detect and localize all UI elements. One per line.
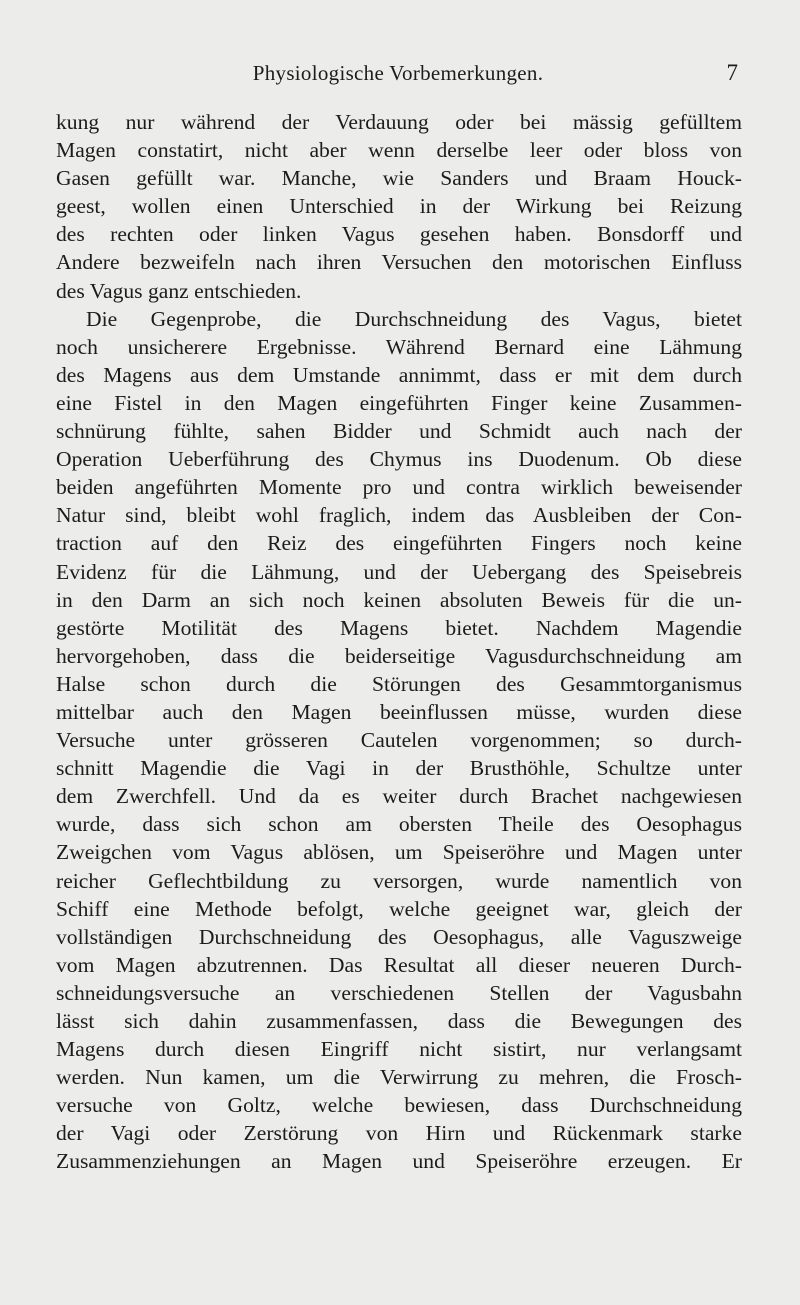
text-line: beiden angeführten Momente pro und contra wirklich beweisender (56, 475, 742, 500)
text-line: der Vagi oder Zerstörung von Hirn und Rückenmark starke (56, 1121, 742, 1146)
text-line: vollständigen Durchschneidung des Oesophagus, alle Vaguszweige (56, 924, 742, 949)
text-line: Andere bezweifeln nach ihren Versuchen den motorischen Einfluss (56, 250, 742, 275)
text-line: versuche von Goltz, welche bewiesen, dass Durchschneidung (56, 1093, 742, 1118)
text-line: dem Zwerchfell. Und da es weiter durch Brachet nachgewiesen (56, 784, 742, 809)
text-line: lässt sich dahin zusammenfassen, dass die Bewegungen des (56, 1009, 742, 1033)
text-line: geest, wollen einen Unterschied in der Wirkung bei Reizung (56, 194, 742, 219)
text-line: Magen constatirt, nicht aber wenn derselbe leer oder bloss von (56, 138, 742, 163)
text-line: Natur sind, bleibt wohl fraglich, indem das Ausbleiben der Con- (56, 503, 742, 528)
text-line: eine Fistel in den Magen eingeführten Finger keine Zusammen- (56, 390, 742, 415)
text-line: des Vagus ganz entschieden. (56, 278, 302, 303)
text-line: reicher Geflechtbildung zu versorgen, wurde namentlich von (56, 868, 742, 893)
text-line: kung nur während der Verdauung oder bei mässig gefülltem (56, 110, 742, 134)
text-line: Operation Ueberführung des Chymus ins Duodenum. Ob diese (56, 447, 742, 472)
text-line: schneidungsversuche an verschiedenen Stellen der Vagusbahn (56, 980, 742, 1005)
text-line: werden. Nun kamen, um die Verwirrung zu mehren, die Frosch- (56, 1065, 742, 1090)
text-line: Gasen gefüllt war. Manche, wie Sanders und Braam Houck- (56, 166, 742, 191)
text-line: Zweigchen vom Vagus ablösen, um Speiseröhre und Magen unter (56, 840, 742, 865)
text-line: Evidenz für die Lähmung, und der Uebergang des Speisebreis (56, 559, 742, 584)
text-line: in den Darm an sich noch keinen absoluten Beweis für die un- (56, 587, 742, 612)
running-head (56, 58, 740, 88)
text-line: gestörte Motilität des Magens bietet. Nachdem Magendie (56, 615, 742, 640)
text-line: schnürung fühlte, sahen Bidder und Schmidt auch nach der (56, 419, 742, 444)
text-line: Schiff eine Methode befolgt, welche geeignet war, gleich der (56, 896, 742, 921)
running-title: Physiologische Vorbemerkungen. (252, 61, 544, 85)
text-line: Versuche unter grösseren Cautelen vorgenommen; so durch- (56, 728, 742, 753)
text-line: Die Gegenprobe, die Durchschneidung des Vagus, bietet (86, 306, 742, 331)
text-line: vom Magen abzutrennen. Das Resultat all dieser neueren Durch- (56, 952, 742, 977)
text-line: Magens durch diesen Eingriff nicht sistirt, nur verlangsamt (56, 1037, 742, 1062)
text-line: des Magens aus dem Umstande annimmt, dass er mit dem durch (56, 362, 742, 387)
text-line: hervorgehoben, dass die beiderseitige Vagusdurchschneidung am (56, 643, 742, 668)
text-line: schnitt Magendie die Vagi in der Brusthöhle, Schultze unter (56, 756, 742, 781)
text-line: Halse schon durch die Störungen des Gesammtorganismus (56, 671, 742, 696)
text-line: noch unsicherere Ergebnisse. Während Bernard eine Lähmung (56, 334, 742, 359)
text-line: wurde, dass sich schon am obersten Theile des Oesophagus (56, 812, 742, 837)
page-number: 7 (726, 60, 738, 85)
text-line: mittelbar auch den Magen beeinflussen müsse, wurden diese (56, 699, 742, 724)
text-line: traction auf den Reiz des eingeführten Fingers noch keine (56, 531, 742, 556)
text-line: Zusammenziehungen an Magen und Speiseröhre erzeugen. Er (56, 1149, 742, 1174)
text-line: des rechten oder linken Vagus gesehen haben. Bonsdorff und (56, 222, 742, 247)
body-text (56, 108, 742, 1176)
